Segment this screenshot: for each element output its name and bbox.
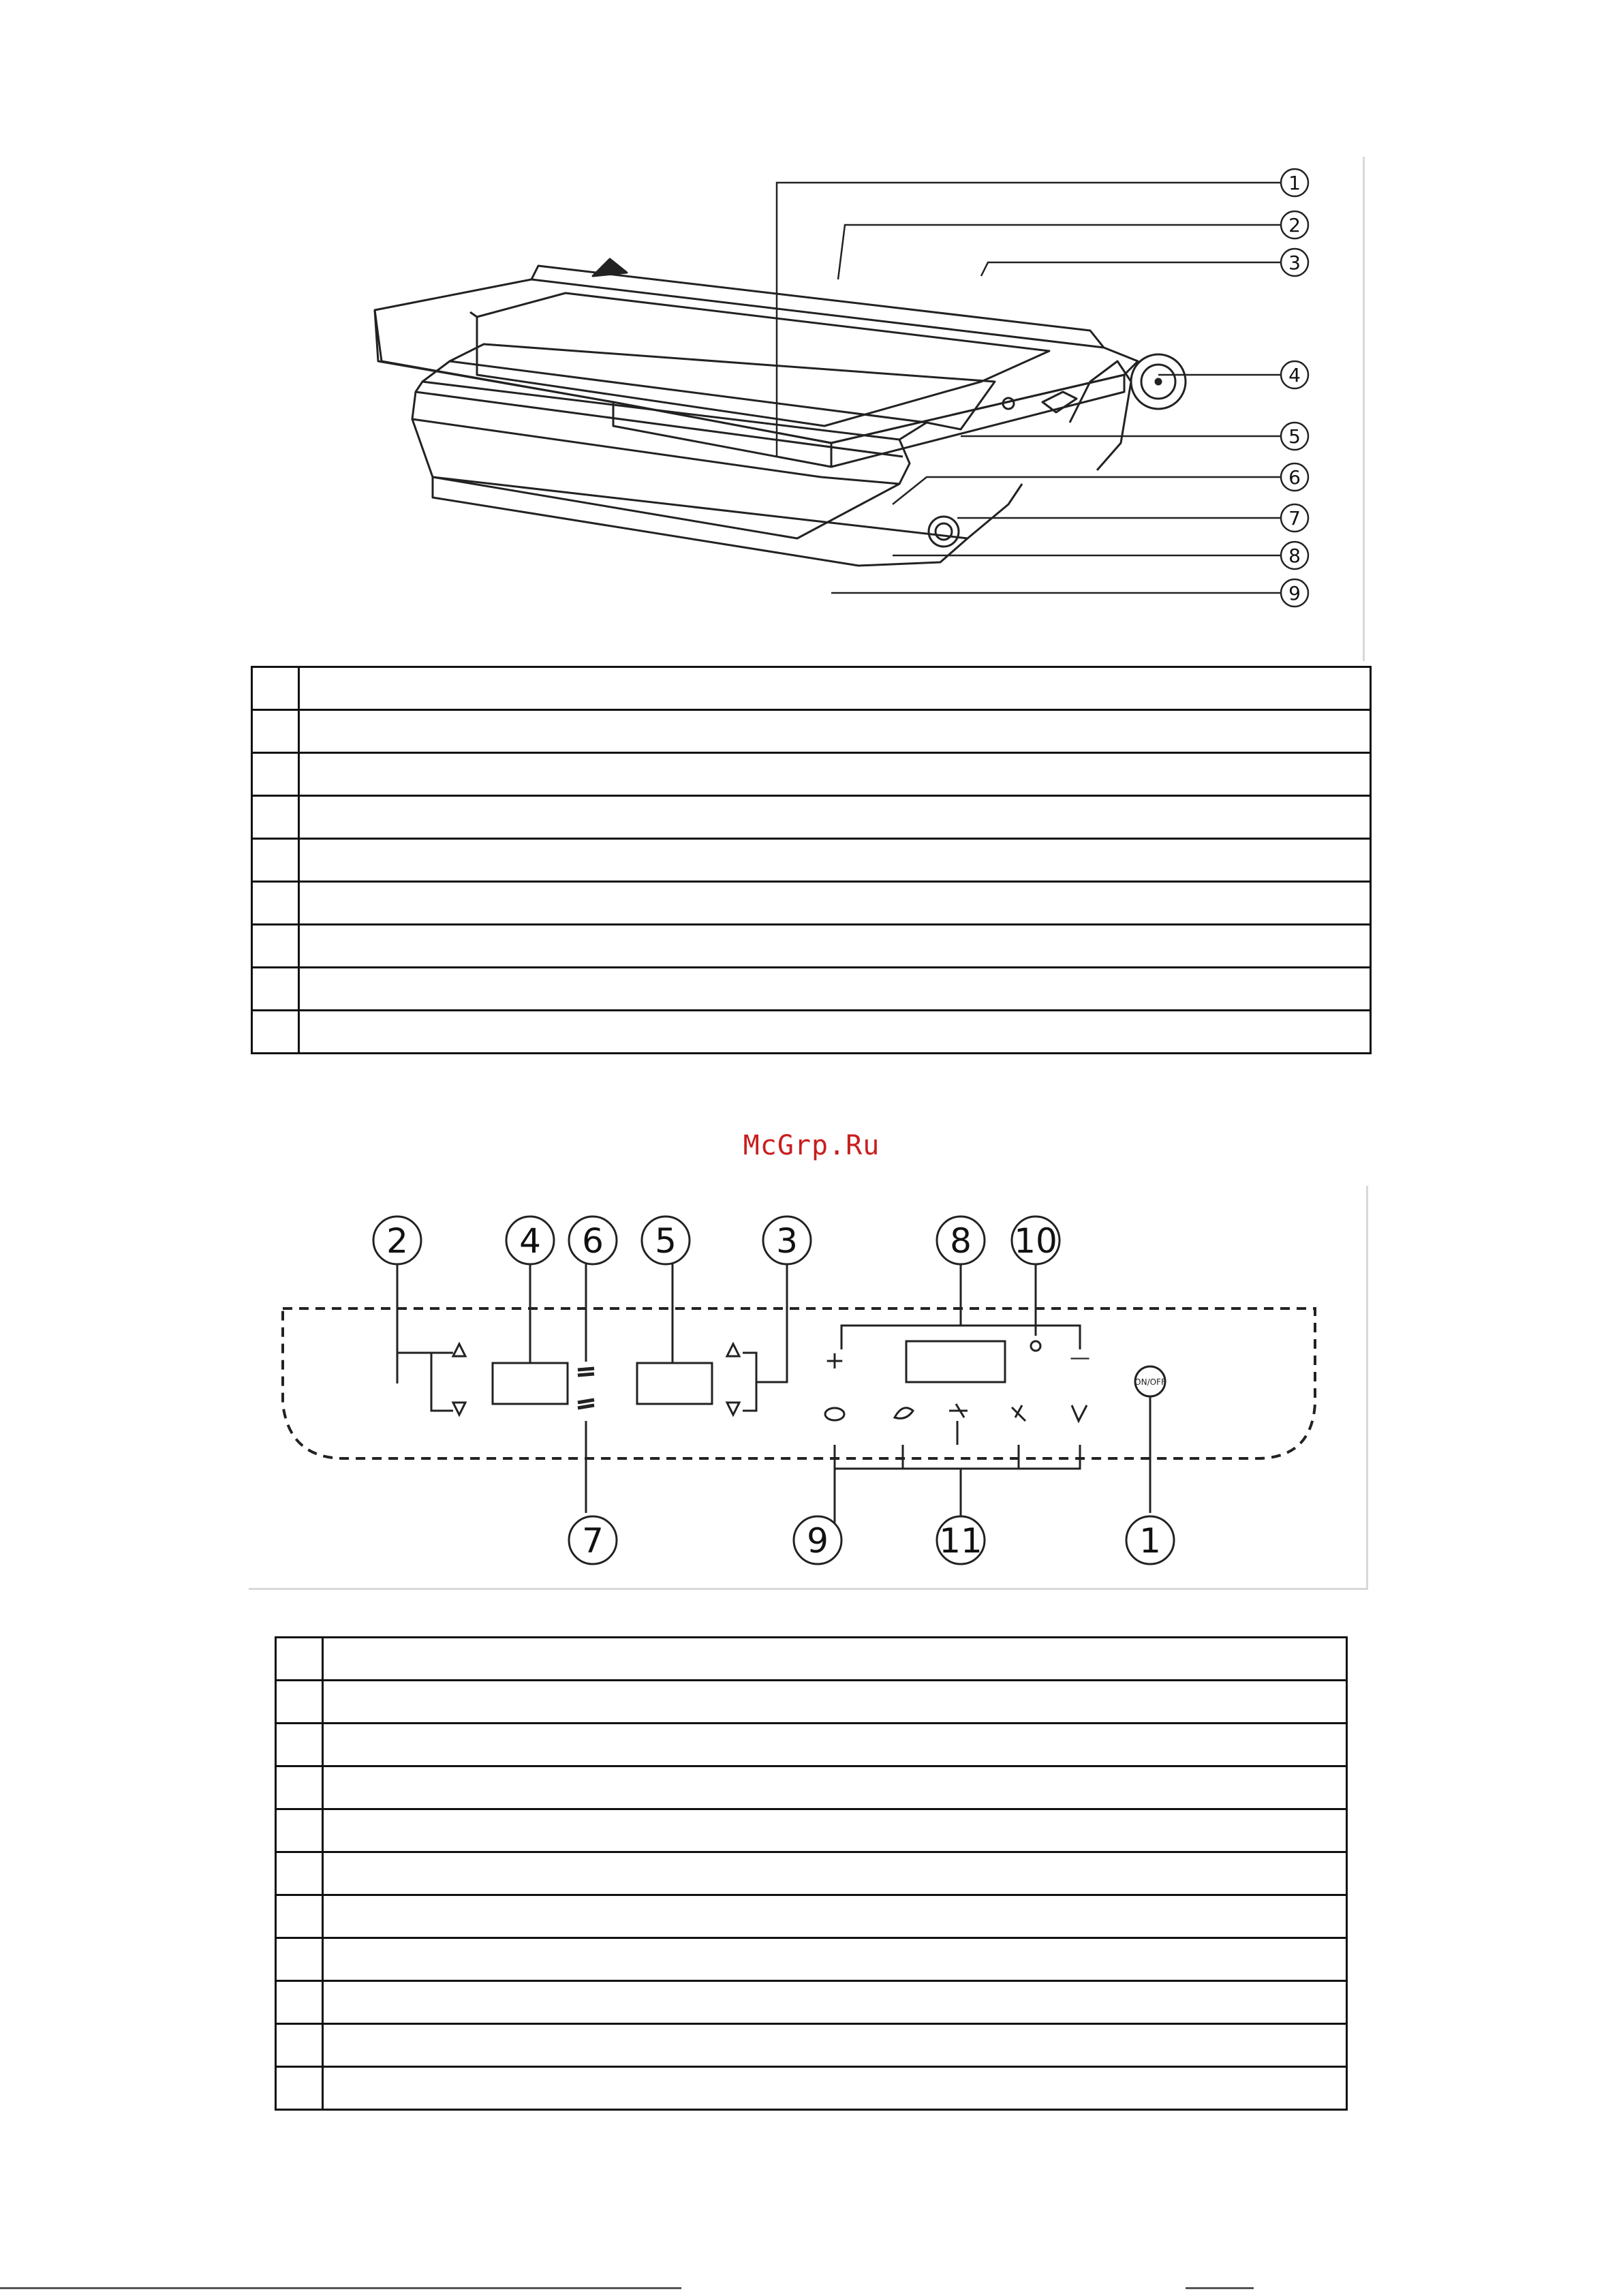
table-row — [252, 968, 1371, 1011]
table-row — [276, 1766, 1347, 1809]
panel-callout-2-label: 2 — [386, 1221, 408, 1261]
panel-callout-4-label: 4 — [519, 1221, 541, 1261]
table-row — [252, 925, 1371, 968]
panel-callout-5 — [642, 1216, 690, 1264]
panel-callout-10 — [1012, 1216, 1060, 1264]
callout-3 — [1281, 249, 1308, 276]
panel-callout-7 — [569, 1516, 617, 1564]
panel-callout-10-label: 10 — [1014, 1221, 1057, 1261]
panel-callout-5-label: 5 — [655, 1221, 677, 1261]
row-number-cell — [276, 1766, 323, 1809]
program-icon-4 — [1012, 1405, 1025, 1421]
lid-plate — [477, 293, 1049, 426]
row-text-cell — [299, 753, 1371, 796]
row-text-cell — [299, 968, 1371, 1011]
row-number-cell — [276, 2024, 323, 2067]
callout-2-label: 2 — [1288, 214, 1301, 236]
table-row — [252, 753, 1371, 796]
timer-display — [906, 1341, 1005, 1382]
callout-5 — [1281, 423, 1308, 450]
row-text-cell — [323, 1938, 1347, 1981]
row-text-cell — [299, 710, 1371, 753]
table-row — [276, 1724, 1347, 1766]
row-number-cell — [252, 667, 299, 710]
panel-callout-3 — [763, 1216, 811, 1264]
row-text-cell — [299, 882, 1371, 925]
row-number-cell — [252, 1011, 299, 1054]
watermark-text: McGrp.Ru — [743, 1130, 880, 1161]
hinge-arm — [1070, 361, 1131, 470]
table-row — [252, 667, 1371, 710]
row-number-cell — [276, 1852, 323, 1895]
panel-callout-6-label: 6 — [582, 1221, 604, 1261]
callout-7 — [1281, 504, 1308, 532]
row-number-cell — [276, 2067, 323, 2110]
row-text-cell — [299, 667, 1371, 710]
row-text-cell — [299, 796, 1371, 839]
minus-sign: — — [1070, 1346, 1090, 1370]
grill-base — [412, 382, 910, 538]
callout-5-label: 5 — [1288, 425, 1301, 448]
panel-callout-6 — [569, 1216, 617, 1264]
plus-sign: + — [824, 1347, 846, 1375]
grill-drawing — [245, 157, 1363, 661]
program-icon-5 — [1072, 1405, 1087, 1421]
row-text-cell — [299, 1011, 1371, 1054]
display-5 — [637, 1363, 712, 1404]
table-row — [276, 1638, 1347, 1681]
row-number-cell — [276, 1981, 323, 2024]
callout-9-label: 9 — [1288, 582, 1301, 604]
callout-3-label: 3 — [1288, 251, 1301, 274]
row-number-cell — [252, 882, 299, 925]
row-number-cell — [252, 968, 299, 1011]
panel-callout-1-label: 1 — [1139, 1521, 1161, 1561]
callout-6 — [1281, 463, 1308, 491]
row-number-cell — [276, 1938, 323, 1981]
footer-rule-right — [1186, 2287, 1254, 2289]
panel-callout-8 — [937, 1216, 985, 1264]
row-number-cell — [252, 753, 299, 796]
footer-rule — [0, 2287, 681, 2289]
row-number-cell — [276, 1638, 323, 1681]
row-text-cell — [323, 1681, 1347, 1724]
grill-figure — [245, 157, 1365, 661]
table-row — [252, 839, 1371, 882]
callout-8 — [1281, 542, 1308, 569]
table-row — [252, 796, 1371, 839]
table-row — [276, 1981, 1347, 2024]
parts-table-2 — [275, 1636, 1348, 2111]
callout-9 — [1281, 579, 1308, 607]
alarm-icon — [1031, 1341, 1040, 1351]
panel-callout-9-label: 9 — [807, 1521, 829, 1561]
panel-callout-11-label: 11 — [939, 1521, 983, 1561]
panel-callout-9 — [794, 1516, 841, 1564]
callout-6-label: 6 — [1288, 466, 1301, 489]
panel-callout-3-label: 3 — [776, 1221, 798, 1261]
program-icon-1 — [825, 1408, 844, 1420]
row-number-cell — [276, 1895, 323, 1938]
callout-7-label: 7 — [1288, 507, 1301, 530]
control-panel-figure — [249, 1186, 1368, 1590]
row-text-cell — [323, 1852, 1347, 1895]
row-text-cell — [323, 2024, 1347, 2067]
row-text-cell — [323, 1895, 1347, 1938]
table-row — [276, 2067, 1347, 2110]
table-row — [276, 2024, 1347, 2067]
row-text-cell — [323, 2067, 1347, 2110]
display-4 — [493, 1363, 568, 1404]
program-icon-2 — [895, 1408, 913, 1418]
panel-callout-11 — [937, 1516, 985, 1564]
panel-callout-4 — [506, 1216, 554, 1264]
callout-1-label: 1 — [1288, 172, 1301, 194]
row-number-cell — [252, 710, 299, 753]
row-number-cell — [252, 925, 299, 968]
panel-callout-8-label: 8 — [950, 1221, 972, 1261]
table-row — [276, 1938, 1347, 1981]
panel-callout-1 — [1126, 1516, 1174, 1564]
table-row — [252, 1011, 1371, 1054]
row-text-cell — [323, 1638, 1347, 1681]
row-text-cell — [323, 1766, 1347, 1809]
base-knob — [929, 517, 959, 547]
row-text-cell — [323, 1981, 1347, 2024]
row-text-cell — [299, 839, 1371, 882]
row-text-cell — [299, 925, 1371, 968]
callout-4 — [1281, 361, 1308, 388]
parts-table-1 — [251, 666, 1372, 1054]
row-number-cell — [276, 1724, 323, 1766]
panel-callout-7-label: 7 — [582, 1521, 604, 1561]
callout-8-label: 8 — [1288, 545, 1301, 567]
control-panel-drawing — [249, 1186, 1366, 1588]
table-row — [276, 1681, 1347, 1724]
row-number-cell — [276, 1809, 323, 1852]
table-row — [276, 1895, 1347, 1938]
table-row — [252, 882, 1371, 925]
panel-callout-2 — [373, 1216, 421, 1264]
table-row — [252, 710, 1371, 753]
row-text-cell — [323, 1809, 1347, 1852]
callout-2 — [1281, 211, 1308, 239]
table-row — [276, 1809, 1347, 1852]
row-number-cell — [276, 1681, 323, 1724]
callout-4-label: 4 — [1288, 364, 1301, 386]
callout-1 — [1281, 169, 1308, 196]
program-icon-3 — [949, 1404, 968, 1418]
row-text-cell — [323, 1724, 1347, 1766]
row-number-cell — [252, 839, 299, 882]
table-row — [276, 1852, 1347, 1895]
power-label[interactable]: ON/OFF — [1134, 1377, 1166, 1387]
row-number-cell — [252, 796, 299, 839]
